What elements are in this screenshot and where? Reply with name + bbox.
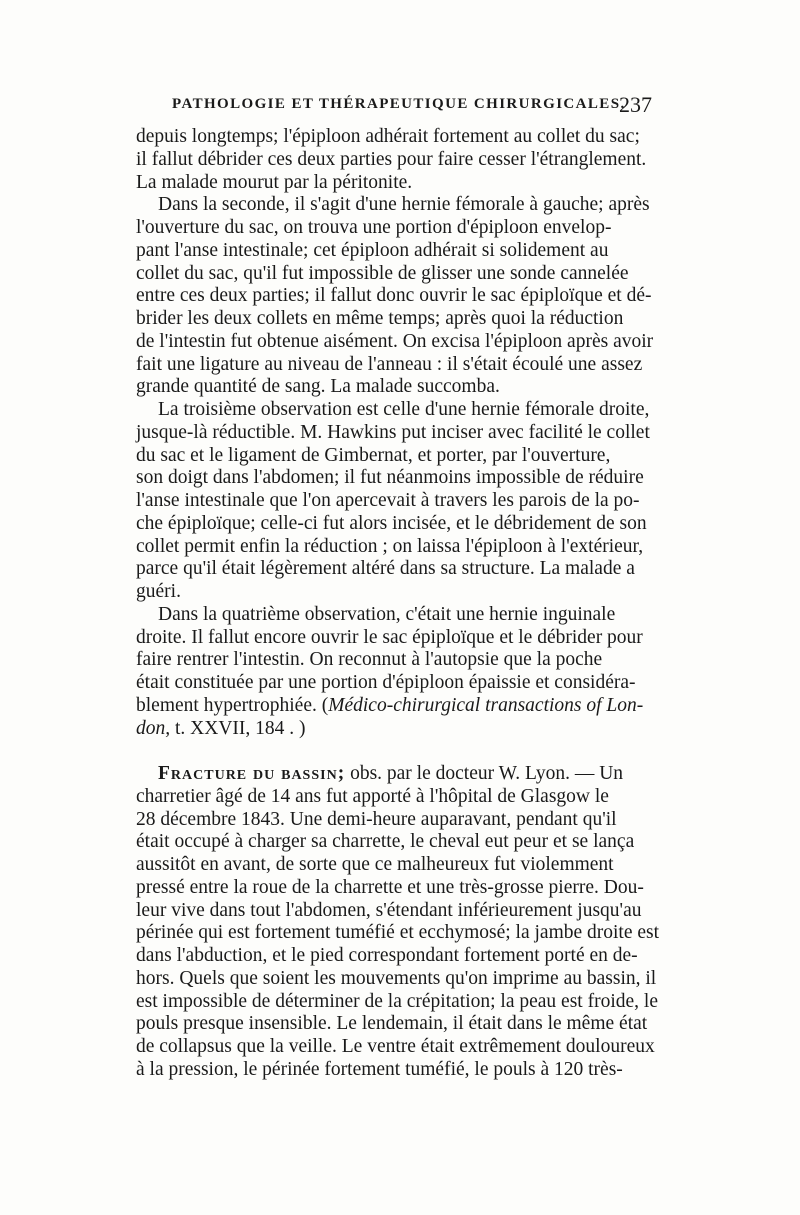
body-text xyxy=(136,118,676,1118)
line-text: l'ouverture du sac, on trouva une portion d'épiploon envelop- xyxy=(136,217,612,238)
line-text: fait une ligature au niveau de l'anneau : il s'était écoulé une assez xyxy=(136,353,643,375)
line-text: t. XXVII, 184 . ) xyxy=(170,717,306,739)
line-text: était constituée par une portion d'épiploon épaissie et considéra- xyxy=(136,672,636,693)
citation-italic: don, xyxy=(136,717,171,739)
text-line xyxy=(136,422,656,444)
line-text: aussitôt en avant, de sorte que ce malheureux fut violemment xyxy=(136,854,614,875)
line-text: hors. Quels que soient les mouvements qu'on imprime au bassin, il xyxy=(136,967,657,989)
text-line xyxy=(136,877,656,899)
text-line xyxy=(136,536,656,558)
text-line xyxy=(136,1036,656,1058)
line-text: Dans la quatrième observation, c'était une hernie inguinale xyxy=(158,603,616,625)
citation-italic: Médico-chirurgical transactions of Lon- xyxy=(328,694,644,716)
text-line xyxy=(136,922,660,944)
line-text: depuis longtemps; l'épiploon adhérait fortement au collet du sac; xyxy=(136,126,640,147)
line-text: du sac et le ligament de Gimbernat, et porter, par l'ouverture, xyxy=(136,444,611,466)
text-line xyxy=(136,991,656,1013)
text-line xyxy=(136,1013,656,1035)
text-line xyxy=(136,831,656,853)
line-text: brider les deux collets en même temps; après quoi la réduction xyxy=(136,308,624,329)
text-line xyxy=(136,649,656,671)
text-line xyxy=(136,285,656,307)
text-line xyxy=(136,263,656,285)
line-text: droite. Il fallut encore ouvrir le sac épiploïque et le débrider pour xyxy=(136,626,643,648)
line-text: était occupé à charger sa charrette, le cheval eut peur et se lança xyxy=(136,831,635,853)
line-text: 28 décembre 1843. Une demi-heure auparavant, pendant qu'il xyxy=(136,808,617,830)
text-line xyxy=(136,695,656,717)
text-line xyxy=(136,945,656,967)
text-line xyxy=(136,445,656,467)
line-text: parce qu'il était légèrement altéré dans sa structure. La malade a xyxy=(136,558,635,580)
line-text: Dans la seconde, il s'agit d'une hernie fémorale à gauche; après xyxy=(158,194,650,216)
line-text: périnée qui est fortement tuméfié et ecchymosé; la jambe droite est xyxy=(136,922,660,944)
line-text: dans l'abduction, et le pied correspondant fortement porté en de- xyxy=(136,945,638,966)
text-line xyxy=(136,513,656,535)
line-text: il fallut débrider ces deux parties pour faire cesser l'étranglement. xyxy=(136,148,647,170)
text-line xyxy=(136,149,656,171)
text-line xyxy=(136,467,656,489)
text-line xyxy=(136,900,656,922)
text-line xyxy=(136,1059,656,1081)
text-line xyxy=(136,376,656,398)
text-line xyxy=(136,786,656,808)
text-line xyxy=(136,354,656,376)
line-text: grande quantité de sang. La malade succomba. xyxy=(136,376,500,398)
line-text: La troisième observation est celle d'une hernie fémorale droite, xyxy=(158,399,650,420)
line-text: pressé entre la roue de la charrette et une très-grosse pierre. Dou- xyxy=(136,876,644,898)
line-text: obs. par le docteur W. Lyon. — Un xyxy=(345,763,624,784)
text-line xyxy=(136,172,656,194)
text-line xyxy=(136,968,656,990)
line-text: est impossible de déterminer de la crépitation; la peau est froide, le xyxy=(136,990,658,1012)
line-text: de l'intestin fut obtenue aisément. On excisa l'épiploon après avoir xyxy=(136,330,654,352)
text-line xyxy=(136,126,656,148)
text-line xyxy=(136,490,656,512)
line-text: son doigt dans l'abdomen; il fut néanmoins impossible de réduire xyxy=(136,467,644,489)
text-line xyxy=(136,581,656,603)
line-text: jusque-là réductible. M. Hawkins put inciser avec facilité le collet xyxy=(136,421,650,443)
text-line xyxy=(136,558,656,580)
line-text: collet permit enfin la réduction ; on laissa l'épiploon à l'extérieur, xyxy=(136,535,644,557)
section-heading: Fracture du bassin; xyxy=(158,763,346,784)
text-line xyxy=(136,331,656,353)
text-line xyxy=(136,672,656,694)
line-text: entre ces deux parties; il fallut donc ouvrir le sac épiploïque et dé- xyxy=(136,285,652,307)
text-line xyxy=(136,308,656,330)
text-line xyxy=(136,718,656,740)
running-head: PATHOLOGIE ET THÉRAPEUTIQUE CHIRURGICALES. xyxy=(172,96,626,112)
line-text: faire rentrer l'intestin. On reconnut à l'autopsie que la poche xyxy=(136,649,603,671)
line-text: leur vive dans tout l'abdomen, s'étendant inférieurement jusqu'au xyxy=(136,899,642,921)
line-text: che épiploïque; celle-ci fut alors incisée, et le débridement de son xyxy=(136,512,647,534)
line-text: guéri. xyxy=(136,581,181,602)
line-text: La malade mourut par la péritonite. xyxy=(136,171,413,193)
line-text: blement hypertrophiée. ( xyxy=(136,694,329,716)
text-line xyxy=(158,194,678,216)
line-text: charretier âgé de 14 ans fut apporté à l'hôpital de Glasgow le xyxy=(136,785,609,807)
line-text: de collapsus que la veille. Le ventre était extrêmement douloureux xyxy=(136,1036,655,1057)
text-line xyxy=(158,604,678,626)
line-text: pouls presque insensible. Le lendemain, il était dans le même état xyxy=(136,1013,648,1035)
text-line xyxy=(136,854,656,876)
line-text: collet du sac, qu'il fut impossible de glisser une sonde cannelée xyxy=(136,262,629,284)
text-line xyxy=(136,217,656,239)
text-line xyxy=(136,627,656,649)
text-line xyxy=(158,399,678,421)
line-text: l'anse intestinale que l'on apercevait à travers les parois de la po- xyxy=(136,490,640,511)
text-line xyxy=(136,240,656,262)
text-line xyxy=(136,809,656,831)
page-header xyxy=(172,94,652,120)
line-text: pant l'anse intestinale; cet épiploon adhérait si solidement au xyxy=(136,239,609,261)
text-line xyxy=(158,763,678,785)
page-number: 237 xyxy=(619,92,652,117)
line-text: à la pression, le périnée fortement tuméfié, le pouls à 120 très- xyxy=(136,1058,623,1080)
